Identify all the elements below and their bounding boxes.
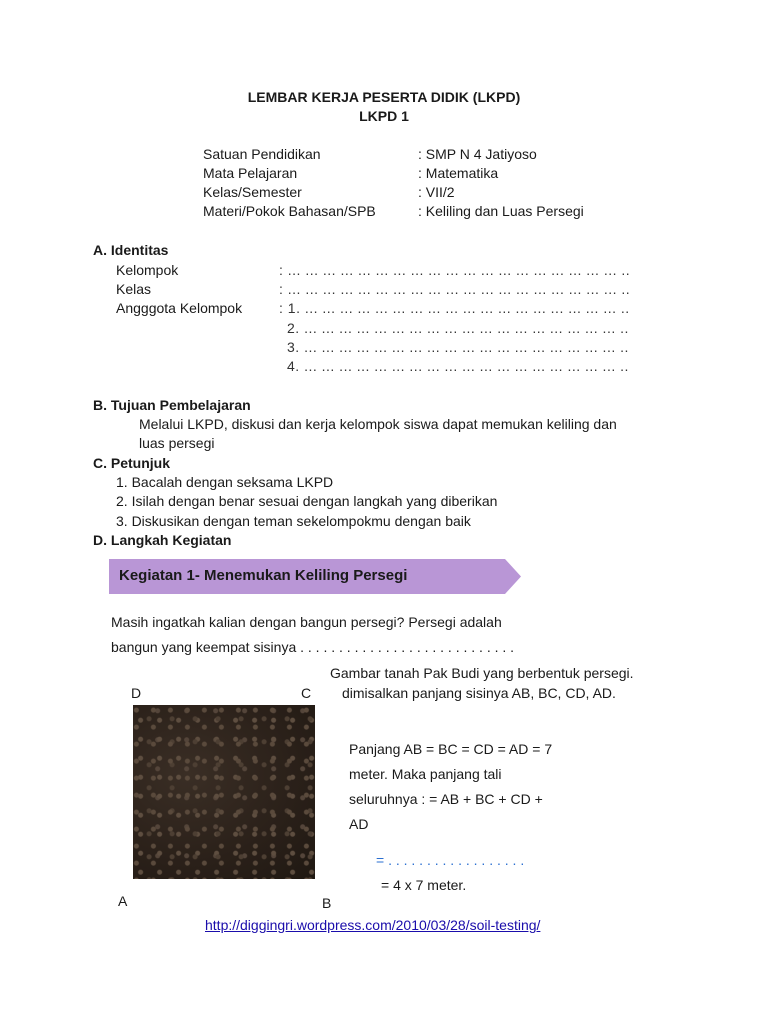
field-blank-member-3[interactable]: 3. ... ... ... ... ... ... ... ... ... ... ... ... ... ... ... ... ... ... .. (287, 339, 629, 355)
info-label: Kelas/Semester (203, 184, 302, 200)
section-b-heading: B. Tujuan Pembelajaran (93, 397, 251, 413)
field-blank-kelompok[interactable]: : ... ... ... ... ... ... ... ... ... ... ... ... ... ... ... ... ... ... ... .. (279, 262, 631, 278)
activity-intro: Masih ingatkah kalian dengan bangun persegi? Persegi adalah (111, 614, 502, 630)
calculation-text: seluruhnya : = AB + BC + CD + (349, 791, 543, 807)
info-value: : VII/2 (418, 184, 455, 200)
objective-text: luas persegi (139, 435, 215, 451)
info-label: Satuan Pendidikan (203, 146, 321, 162)
info-value: : Matematika (418, 165, 499, 181)
field-blank-member-1[interactable]: : 1. ... ... ... ... ... ... ... ... ... ... ... ... ... ... ... ... ... ... .. (279, 300, 630, 316)
calculation-text: AD (349, 816, 369, 832)
corner-label-a: A (118, 893, 128, 909)
calculation-result: = 4 x 7 meter. (381, 877, 467, 893)
section-c-heading: C. Petunjuk (93, 455, 171, 471)
corner-label-d: D (131, 685, 142, 701)
section-d-heading: D. Langkah Kegiatan (93, 532, 232, 548)
land-description: dimisalkan panjang sisinya AB, BC, CD, AD. (342, 685, 616, 701)
corner-label-c: C (301, 685, 312, 701)
field-label-anggota: Angggota Kelompok (116, 300, 243, 316)
field-blank-kelas[interactable]: : ... ... ... ... ... ... ... ... ... ... ... ... ... ... ... ... ... ... ... .. (279, 281, 631, 297)
soil-square-image (133, 705, 315, 879)
field-label-kelompok: Kelompok (116, 262, 179, 278)
corner-label-b: B (322, 895, 332, 911)
field-label-kelas: Kelas (116, 281, 152, 297)
section-a-heading: A. Identitas (93, 242, 169, 258)
source-link[interactable]: http://diggingri.wordpress.com/2010/03/28/soil-testing/ (205, 917, 541, 933)
info-value: : SMP N 4 Jatiyoso (418, 146, 537, 162)
info-value: : Keliling dan Luas Persegi (418, 203, 584, 219)
instruction-item: 1. Bacalah dengan seksama LKPD (116, 474, 334, 490)
instruction-item: 3. Diskusikan dengan teman sekelompokmu dengan baik (116, 513, 471, 529)
land-description: Gambar tanah Pak Budi yang berbentuk persegi. (330, 665, 634, 681)
info-label: Materi/Pokok Bahasan/SPB (203, 203, 376, 219)
document-subtitle: LKPD 1 (359, 108, 409, 124)
activity-banner-title: Kegiatan 1- Menemukan Keliling Persegi (119, 567, 408, 584)
calculation-text: Panjang AB = BC = CD = AD = 7 (349, 741, 553, 757)
activity-banner (109, 559, 521, 594)
info-label: Mata Pelajaran (203, 165, 298, 181)
calculation-blank[interactable]: = . . . . . . . . . . . . . . . . . . (376, 852, 525, 868)
field-blank-member-2[interactable]: 2. ... ... ... ... ... ... ... ... ... ... ... ... ... ... ... ... ... ... .. (287, 320, 629, 336)
field-blank-member-4[interactable]: 4. ... ... ... ... ... ... ... ... ... ... ... ... ... ... ... ... ... ... .. (287, 358, 629, 374)
instruction-item: 2. Isilah dengan benar sesuai dengan langkah yang diberikan (116, 493, 498, 509)
document-title: LEMBAR KERJA PESERTA DIDIK (LKPD) (247, 89, 521, 105)
activity-intro-blank[interactable]: bangun yang keempat sisinya . . . . . . . . . . . . . . . . . . . . . . . . . . . . (111, 639, 515, 655)
objective-text: Melalui LKPD, diskusi dan kerja kelompok siswa dapat memukan keliling dan (139, 416, 617, 432)
calculation-text: meter. Maka panjang tali (349, 766, 502, 782)
